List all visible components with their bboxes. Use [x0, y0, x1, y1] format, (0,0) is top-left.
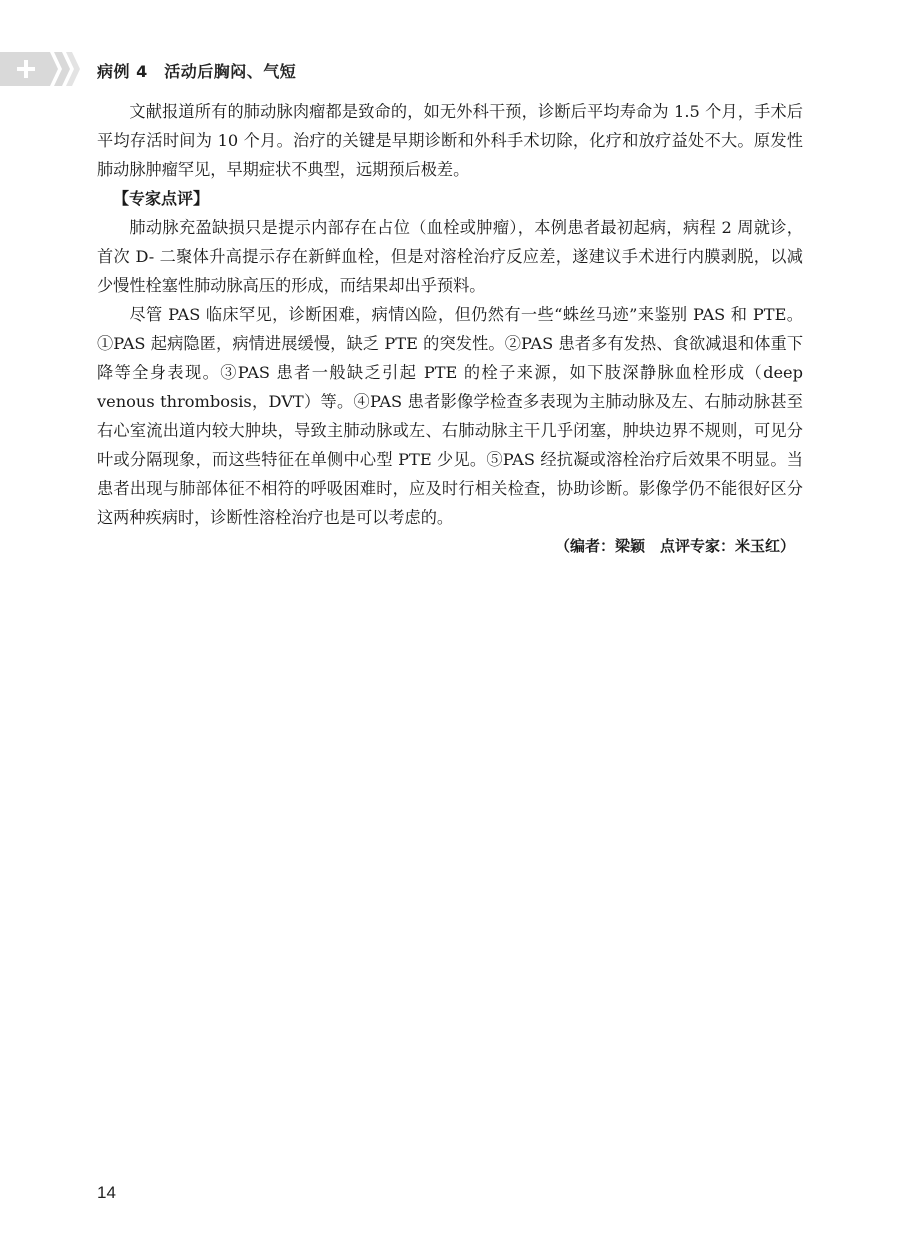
paragraph-differential-diagnosis: 尽管 PAS 临床罕见，诊断困难，病情凶险，但仍然有一些“蛛丝马迹”来鉴别 PAS 和 PTE。①PAS 起病隐匿，病情进展缓慢，缺乏 PTE 的突发性。②PAS 患者多有发热、食欲减退和体重下降等全身表现。③PAS 患者一般缺乏引起 PTE 的栓子来源，如下肢深静脉血栓形成（deep venous thrombosis，DVT）等。④PAS 患者影像学检查多表现为主肺动脉及左、右肺动脉甚至右心室流出道内较大肿块，导致主肺动脉或左、右肺动脉主干几乎闭塞，肿块边界不规则，可见分叶或分隔现象，而这些特征在单侧中心型 PTE 少见。⑤PAS 经抗凝或溶栓治疗后效果不明显。当患者出现与肺部体征不相符的呼吸困难时，应及时行相关检查，协助诊断。影像学仍不能很好区分这两种疾病时，诊断性溶栓治疗也是可以考虑的。 — [97, 305, 803, 527]
page-body — [97, 97, 803, 561]
paragraph-filling-defect: 肺动脉充盈缺损只是提示内部存在占位（血栓或肿瘤），本例患者最初起病，病程 2 周就诊，首次 D- 二聚体升高提示存在新鲜血栓，但是对溶栓治疗反应差，遂建议手术进行内膜剥脱，以减少慢性栓塞性肺动脉高压的形成，而结果却出乎预料。 — [97, 218, 803, 295]
chapter-title: 病例 4 活动后胸闷、气短 — [97, 62, 297, 81]
expert-comment-heading: 【专家点评】 — [113, 189, 210, 208]
plus-chevrons-icon — [0, 52, 82, 86]
paragraph-prognosis: 文献报道所有的肺动脉肉瘤都是致命的，如无外科干预，诊断后平均寿命为 1.5 个月，手术后平均存活时间为 10 个月。治疗的关键是早期诊断和外科手术切除，化疗和放疗益处不大。原发性肺动脉肿瘤罕见，早期症状不典型，远期预后极差。 — [97, 102, 803, 179]
author-credit: （编者：梁颖 点评专家：米玉红） — [554, 537, 795, 555]
running-header — [0, 52, 900, 86]
page-number: 14 — [97, 1183, 116, 1202]
